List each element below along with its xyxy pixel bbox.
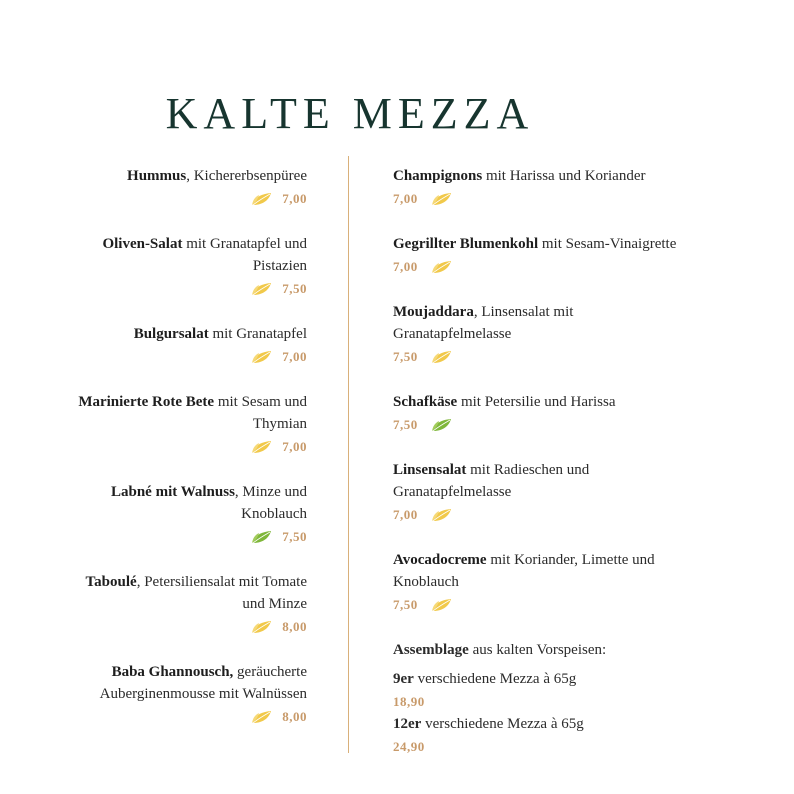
item-name: Taboulé — [85, 574, 137, 590]
item-name: Marinierte Rote Bete — [78, 394, 215, 410]
menu-item — [393, 165, 693, 211]
assemblage-option-description: verschiedene Mezza à 65g — [413, 671, 577, 687]
yellow-leaf-icon — [252, 620, 272, 634]
assemblage-description: aus kalten Vorspeisen: — [468, 642, 607, 658]
item-name: Champignons — [393, 168, 483, 184]
item-name: Schafkäse — [393, 394, 458, 410]
item-price: 7,50 — [393, 349, 418, 364]
item-name: Baba Ghannousch, — [111, 664, 234, 680]
item-name: Gegrillter Blumenkohl — [393, 236, 539, 252]
assemblage-name: Assemblage — [393, 642, 469, 658]
item-description: mit Petersilie und Harissa — [457, 394, 616, 410]
item-price: 7,00 — [282, 349, 307, 364]
item-description: mit Sesam und Thymian — [214, 394, 307, 432]
yellow-leaf-icon — [252, 440, 272, 454]
yellow-leaf-icon — [252, 350, 272, 364]
menu-item — [60, 323, 307, 369]
item-description: geräucherte Auberginenmousse mit Walnüssen — [99, 664, 307, 702]
yellow-leaf-icon — [252, 192, 272, 206]
item-price: 7,50 — [393, 417, 418, 432]
assemblage-section — [393, 639, 693, 758]
item-price: 7,00 — [282, 439, 307, 454]
yellow-leaf-icon — [432, 508, 452, 522]
item-name: Linsensalat — [393, 462, 467, 478]
menu-item — [60, 571, 307, 639]
item-description: mit Harissa und Koriander — [482, 168, 646, 184]
green-leaf-icon — [432, 418, 452, 432]
item-price: 7,50 — [282, 281, 307, 296]
yellow-leaf-icon — [252, 710, 272, 724]
menu-item — [60, 391, 307, 459]
menu-item — [393, 459, 693, 527]
green-leaf-icon — [252, 530, 272, 544]
item-description: mit Koriander, Limette und Knoblauch — [393, 552, 655, 590]
item-price: 7,50 — [393, 597, 418, 612]
item-price: 7,00 — [393, 507, 418, 522]
menu-item — [60, 661, 307, 729]
item-name: Avocadocreme — [393, 552, 487, 568]
item-name: Hummus — [127, 168, 187, 184]
column-divider — [348, 156, 349, 753]
item-name: Oliven-Salat — [102, 236, 183, 252]
menu-item — [393, 301, 693, 369]
yellow-leaf-icon — [432, 350, 452, 364]
item-description: mit Granatapfel — [208, 326, 307, 342]
right-column — [393, 165, 693, 758]
assemblage-option-count: 12er — [393, 716, 422, 732]
menu-item — [60, 481, 307, 549]
yellow-leaf-icon — [432, 192, 452, 206]
menu-item — [393, 549, 693, 617]
item-name: Labné mit Walnuss — [110, 484, 235, 500]
item-description: , Petersiliensalat mit Tomate und Minze — [136, 574, 307, 612]
item-description: mit Granatapfel und Pistazien — [182, 236, 307, 274]
item-description: , Kichererbsenpüree — [186, 168, 307, 184]
item-price: 8,00 — [282, 709, 307, 724]
item-name: Bulgursalat — [133, 326, 209, 342]
yellow-leaf-icon — [432, 260, 452, 274]
item-price: 8,00 — [282, 619, 307, 634]
left-column — [60, 165, 307, 751]
menu-item — [60, 233, 307, 301]
item-description: , Minze und Knoblauch — [234, 484, 307, 522]
assemblage-option-price: 24,90 — [393, 739, 425, 754]
item-description: mit Radieschen und Granatapfelmelasse — [393, 462, 590, 500]
menu-item — [393, 233, 693, 279]
assemblage-option-price: 18,90 — [393, 694, 425, 709]
item-price: 7,50 — [282, 529, 307, 544]
item-description: , Linsensalat mit Granatapfelmelasse — [393, 304, 574, 342]
item-price: 7,00 — [393, 259, 418, 274]
item-price: 7,00 — [393, 191, 418, 206]
item-price: 7,00 — [282, 191, 307, 206]
menu-item — [60, 165, 307, 211]
menu-item — [393, 391, 693, 437]
assemblage-option-description: verschiedene Mezza à 65g — [421, 716, 584, 732]
item-name: Moujaddara — [393, 304, 474, 320]
yellow-leaf-icon — [432, 598, 452, 612]
item-description: mit Sesam-Vinaigrette — [538, 236, 677, 252]
yellow-leaf-icon — [252, 282, 272, 296]
assemblage-option-count: 9er — [393, 671, 414, 687]
page-title: KALTE MEZZA — [165, 89, 535, 138]
